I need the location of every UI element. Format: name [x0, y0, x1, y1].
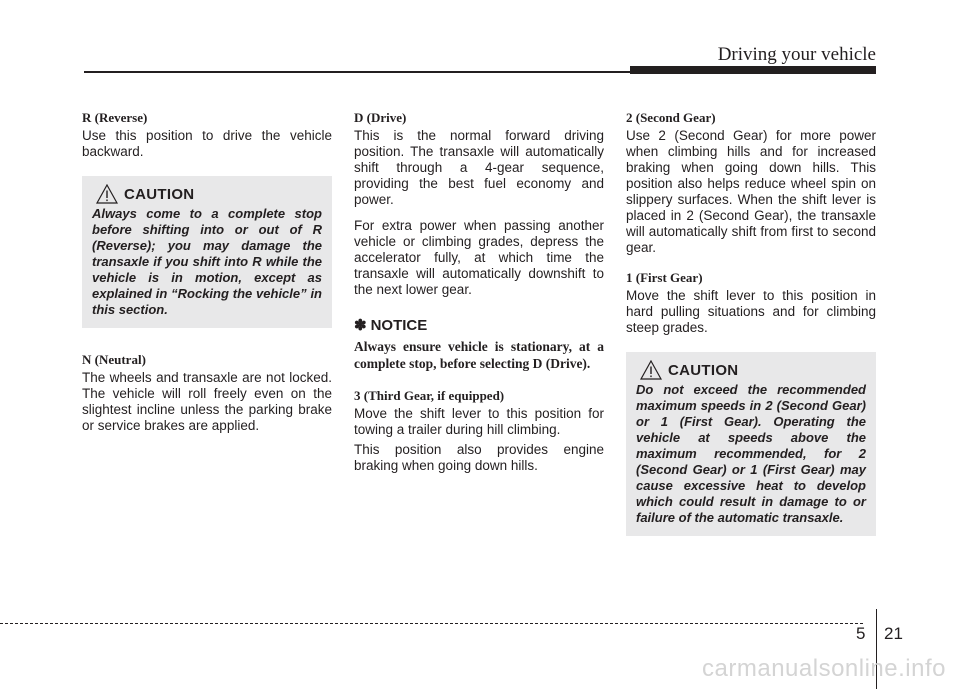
- chapter-number: 5: [856, 624, 866, 643]
- third-gear-text-1: Move the shift lever to this position for towing a trailer during hill climbing.: [354, 406, 604, 437]
- column-middle: [354, 110, 604, 484]
- third-gear-heading: 3 (Third Gear, if equipped): [354, 388, 505, 403]
- notice-star-icon: ✽: [354, 317, 367, 334]
- first-gear-text: Move the shift lever to this position in hard pulling situations and for climbing steep grades.: [626, 288, 876, 335]
- caution-title: CAUTION: [124, 185, 195, 203]
- caution-title: CAUTION: [668, 361, 739, 379]
- third-gear-text-2: This position also provides engine braking when going down hills.: [354, 442, 604, 473]
- neutral-heading: N (Neutral): [82, 352, 146, 367]
- column-right: [626, 110, 876, 536]
- warning-triangle-icon: [640, 360, 662, 380]
- drive-text-2: For extra power when passing another vehicle or climbing grades, depress the accelerator fully, at which time the transaxle will automatically downshift to the next lower gear.: [354, 218, 604, 297]
- second-gear-heading: 2 (Second Gear): [626, 110, 716, 125]
- warning-triangle-icon: [96, 184, 118, 204]
- caution-box-gears: [626, 352, 876, 536]
- reverse-text: Use this position to drive the vehicle backward.: [82, 128, 332, 159]
- second-gear-text: Use 2 (Second Gear) for more power when climbing hills and for increased braking when going down hills. This position also helps reduce wheel spin on slippery surfaces. When the shift lever is placed in 2 (Second Gear), the transaxle will automatically shift from first to second gear.: [626, 128, 876, 255]
- page-header-title: Driving your vehicle: [717, 44, 876, 65]
- caution-header: [92, 184, 322, 204]
- footer-dashed-rule: [0, 623, 863, 624]
- reverse-heading: R (Reverse): [82, 110, 148, 125]
- caution-header: [636, 360, 866, 380]
- caution-box-reverse: [82, 176, 332, 328]
- watermark-text: carmanualsonline.info: [702, 655, 946, 682]
- neutral-text: The wheels and transaxle are not locked. The vehicle will roll freely even on the slightest incline unless the parking brake or service brakes are applied.: [82, 370, 332, 433]
- header-rule-thin: [84, 71, 644, 73]
- header-rule-thick: [630, 66, 876, 74]
- caution-text: Always come to a complete stop before shifting into or out of R (Reverse); you may damage the transaxle if you shift into R while the vehicle is in motion, except as explained in “Rocking the vehicle” in this section.: [92, 206, 322, 317]
- first-gear-heading: 1 (First Gear): [626, 270, 703, 285]
- drive-text-1: This is the normal forward driving position. The transaxle will automatically shift through a 4-gear sequence, providing the best fuel economy and power.: [354, 128, 604, 207]
- drive-heading: D (Drive): [354, 110, 407, 125]
- notice-heading: [354, 316, 604, 334]
- page-number: 21: [884, 624, 903, 643]
- notice-text: Always ensure vehicle is stationary, at a complete stop, before selecting D (Drive).: [354, 339, 604, 371]
- caution-text: Do not exceed the recommended maximum speeds in 2 (Second Gear) or 1 (First Gear). Operating the vehicle at speeds above the maximum recommended, for 2 (Second Gear) or 1 (First Gear) may cause excessive heat to develop which could result in damage to or failure of the automatic transaxle.: [636, 382, 866, 525]
- column-left: [82, 110, 332, 444]
- notice-title: NOTICE: [370, 316, 428, 334]
